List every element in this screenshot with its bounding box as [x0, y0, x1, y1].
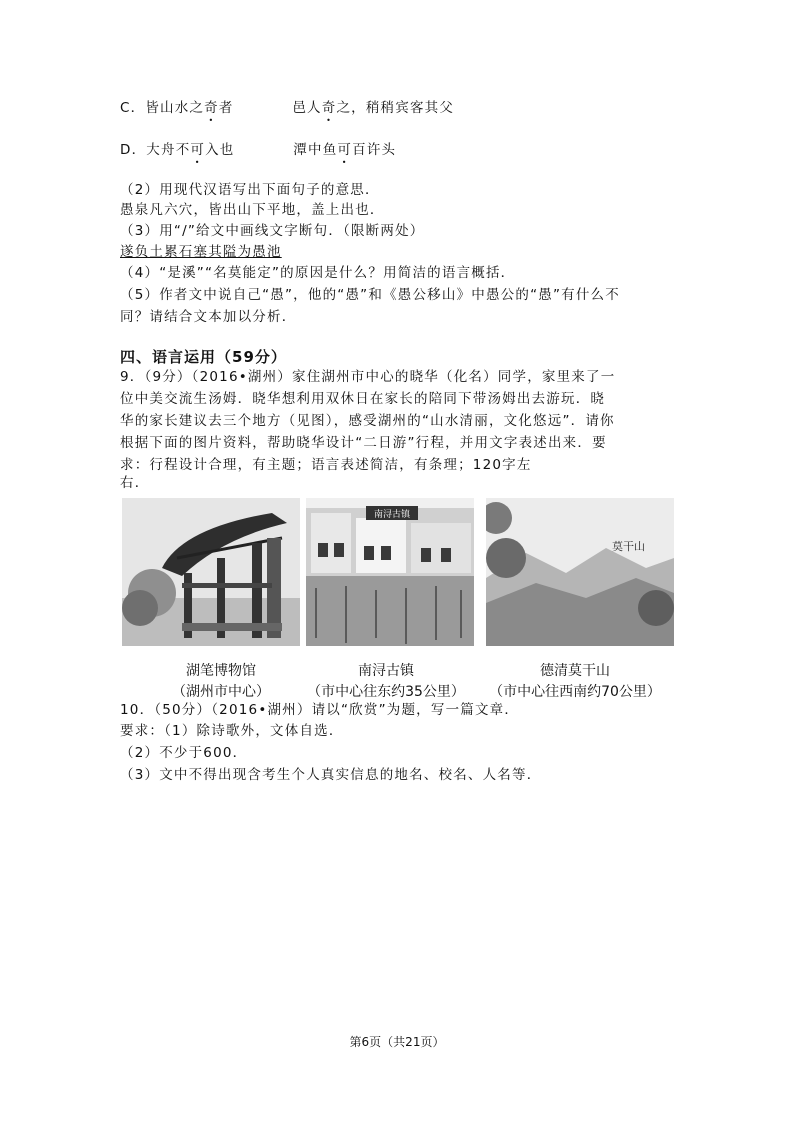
option-d-suffix: 百许头 — [352, 142, 397, 158]
option-c-prefix: C．皆山水之 — [120, 100, 205, 116]
q9-line4: 根据下面的图片资料，帮助晓华设计“二日游”行程，并用文字表述出来．要 — [120, 435, 607, 451]
q9-line1: 9．（9分）（2016•湖州）家住湖州市中心的晓华（化名）同学，家里来了一 — [120, 369, 616, 385]
option-d-prefix: D．大舟不 — [120, 142, 191, 158]
caption-loc-3: （市中心往西南约70公里） — [489, 684, 661, 700]
sub-question-3: （3）用“/”给文中画线文字断句．（限断两处） — [120, 223, 425, 239]
sub-question-2: （2）用现代汉语写出下面句子的意思． — [120, 182, 380, 198]
q9-line6: 右． — [120, 475, 150, 491]
photo-moganshan — [486, 498, 674, 646]
option-c — [120, 99, 454, 117]
sub-question-3-text: 遂负土累石塞其隘为愚池 — [120, 244, 282, 260]
q10-line4: （3）文中不得出现含考生个人真实信息的地名、校名、人名等． — [120, 767, 542, 783]
emphasis-word: 奇 — [204, 100, 219, 116]
emphasis-word: 可 — [337, 142, 353, 158]
q10-line3: （2）不少于600． — [120, 745, 248, 761]
q10-line1: 10．（50分）（2016•湖州）请以“欣赏”为题，写一篇文章． — [120, 702, 520, 718]
section-title: 四、语言运用（59分） — [120, 348, 287, 366]
q9-line2: 位中美交流生汤姆．晓华想利用双休日在家长的陪同下带汤姆出去游玩．晓 — [120, 391, 606, 407]
caption-loc-1: （湖州市中心） — [172, 684, 270, 700]
nanxun-sign: 南浔古镇 — [373, 510, 411, 520]
caption-name-2: 南浔古镇 — [358, 663, 414, 679]
caption-name-1: 湖笔博物馆 — [186, 663, 256, 679]
option-c-suffix: 之，稍稍宾客其父 — [336, 100, 455, 116]
emphasis-word: 奇 — [321, 100, 337, 116]
q9-line3: 华的家长建议去三个地方（见图），感受湖州的“山水清丽，文化悠远”．请你 — [120, 413, 615, 429]
sub-question-5-line2: 同？请结合文本加以分析． — [120, 309, 297, 325]
option-d — [120, 141, 396, 159]
sub-question-4: （4）“是溪”“名莫能定”的原因是什么？用简洁的语言概括． — [120, 265, 516, 281]
option-d-mid: 入也 潭中鱼 — [205, 142, 338, 158]
photo-hubi-museum — [122, 498, 300, 646]
q9-line5: 求：行程设计合理，有主题；语言表述简洁，有条理；120字左 — [120, 457, 532, 473]
sub-question-2-text: 愚泉凡六穴，皆出山下平地，盖上出也． — [120, 202, 385, 218]
page-footer: 第6页（共21页） — [349, 1035, 445, 1049]
option-c-mid: 者 邑人 — [218, 100, 322, 116]
q10-line2: 要求：（1）除诗歌外，文体自选． — [120, 723, 344, 739]
sub-question-5-line1: （5）作者文中说自己“愚”，他的“愚”和《愚公移山》中愚公的“愚”有什么不 — [120, 287, 620, 303]
caption-loc-2: （市中心往东约35公里） — [307, 684, 465, 700]
emphasis-word: 可 — [190, 142, 206, 158]
moganshan-label: 莫干山 — [612, 540, 645, 553]
photo-nanxun-town — [306, 498, 474, 646]
caption-name-3: 德清莫干山 — [540, 663, 610, 679]
